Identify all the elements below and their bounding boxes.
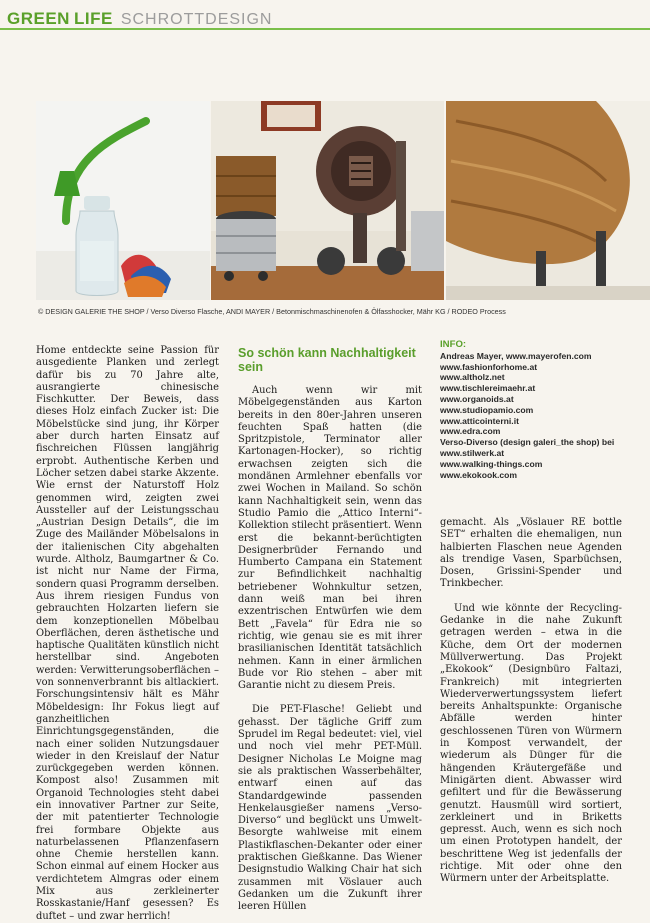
- bottle-with-green-spout-photo: [36, 101, 210, 300]
- info-item: www.altholz.net: [440, 372, 505, 383]
- cement-mixer-stove-and-oil-drum-stool-photo: [211, 101, 444, 300]
- col1-paragraph-1: Home entdeckte seine Passion für ausgediente Planken und zerlegt dafür bis zu 70 Jahre alte, ausrangierte chinesische Fischkutter. Der Beweis, dass dieses Holz einfach Zucker ist: Die Möbelstücke sind jung, ihr Körper aber durch harten Einsatz auf fischreichen Flüssen langjährig erprobt. Authentische Kerben und Löcher setzen dabei starke Akzente. Wie ernst der Naturstoff Holz genommen wird, zeigten zwei Aussteller auf der Leistungsschau „Austrian Design Details“, die im Zuge des Mailänder Möbelsalons in der italienischen City abgehalten wurde. Altholz, Baumgartner & Co. ist nicht nur Name der Firma, sondern quasi Programm derselben. Aus ihrem riesigen Fundus von gebrauchten Holzarten liefern sie dem konzeptionellen Möbelbau Oberflächen, deren ästhetische und haptische Qualitäten künstlich nicht herstellbar sind. Angeboten werden: Verwitterungsoberflächen – von sonnenverbrannt bis altlackiert. Forschungsintensiv hält es Mähr Möbeldesign: Ihr Fokus liegt auf ganzheitlichen Einrichtungsgegenständen, die nach einer soliden Nutzungsdauer wieder in den Kreislauf der Natur zurückgegeben werden können. Kompost also! Zusammen mit Organoid Technologies steht dabei ein innovativer Partner zur Seite, der mit patentierter Technologie frei formbare Objekte aus naturbelassenen Pflanzenfasern ohne Chemie herstellen kann. Schon einmal auf einem Hocker aus verdichtetem Almgras oder einem Mix aus zerkleinerter Rosskastanie/Hanf gesessen? Es duftet – und zwar herrlich!: [36, 345, 219, 922]
- process-material-chair-photo: [446, 101, 650, 300]
- col3-paragraph-1: gemacht. Als „Vöslauer RE bottle SET“ erhalten die ehemaligen, nun halbierten Flaschen neue Agenden als trendige Vasen, Sparbüchsen, Dosen, Grissini-Spender und Trinkbecher.: [440, 517, 622, 590]
- info-item: www.walking-things.com: [440, 458, 543, 469]
- brand-green: GREEN: [7, 9, 70, 28]
- info-item: www.atticointerni.it: [440, 415, 519, 426]
- article-column-3: [440, 517, 622, 886]
- photo-credits: © DESIGN GALERIE THE SHOP / Verso Diverso Flasche, ANDI MAYER / Betonmischmaschinenofen & Ölfasshocker, Mähr KG / RODEO Process: [38, 307, 506, 316]
- section-subheading: So schön kann Nachhaltigkeit sein: [238, 346, 416, 374]
- magazine-header: [7, 3, 272, 29]
- article-column-2: [238, 385, 422, 913]
- info-item: www.studiopamio.com: [440, 404, 534, 415]
- col2-paragraph-2: Die PET-Flasche! Geliebt und gehasst. Der tägliche Griff zum Sprudel im Regal bedeutet: viel, viel und noch viel mehr PET-Müll. Designer Nicholas Le Moigne mag sie als praktischen Wasserbehälter, entwarf einen auf das Standardgewinde passenden Henkelausgießer namens „Verso-Diverso“ und beglückt uns Umwelt-Besorgte wahlweise mit einem Plastikflaschen-Dekanter oder einer praktischen Gießkanne. Das Wiener Designstudio Walking Chair hat sich zusammen mit Vöslauer auch Gedanken um die Zukunft ihrer leeren Hüllen: [238, 704, 422, 913]
- article-column-1: [36, 345, 219, 923]
- col3-paragraph-2: Und wie könnte der Recycling-Gedanke in die nahe Zukunft getragen werden – etwa in die Küche, dem Ort der modernen Müllverwertung. Das Projekt „Ekokook“ (Designbüro Faltazi, Frankreich) mit integrierten Wiederverwertungssystem liefert bereits Anhaltspunkte: Organische Abfälle werden hinter geschlossenen Türen von Würmern in Kompost verwandelt, der wiederum als Dünger für die hängenden Kräutergefäße und Minigärten dient. Abwasser wird gefiltert und für die Bewässerung genutzt. Hausmüll wird sortiert, zerkleinert und in Briketts gepresst. Auch, wenn es sich noch um einen Prototypen handelt, der beschrittene Weg ist jedenfalls der richtige. Mit oder ohne den Würmern unter der Arbeitsplatte.: [440, 602, 622, 885]
- section-title: SCHROTTDESIGN: [120, 11, 273, 28]
- info-item: www.organoids.at: [440, 393, 514, 404]
- info-title: INFO:: [440, 339, 467, 350]
- info-item: www.stilwerk.at: [440, 447, 505, 458]
- info-item: Verso-Diverso (design galeri_the shop) bei: [440, 437, 615, 448]
- header-rule: [0, 28, 650, 30]
- info-box: [440, 340, 640, 480]
- info-item: www.edra.com: [440, 426, 501, 437]
- info-item: Andreas Mayer, www.mayerofen.com: [440, 350, 592, 361]
- col2-paragraph-1: Auch wenn wir mit Möbelgegenständen aus Karton bereits in den 80er-Jahren unseren feuchten Spaß hatten (die Spritzpistole, Terminator aller Kartonagen-Hocker), so richtig erwachsen zeigten sich die mondänen Armlehner ebenfalls vor zwei Wochen in Mailand. So schön kann Nachhaltigkeit sein, wenn das Studio Pamio die „Attico Interni“-Kollektion stilecht präsentiert. Wenn erst die bekannt-berüchtigten Designerbrüder Fernando und Humberto Campana ein Statement zur Befindlichkeit nachhaltig betriebener Wohnkultur setzen, dann weiß man bei ihren exzentrischen Entwürfen wie dem Bett „Favela“ für Edra nie so richtig, wie genau sie es mit ihrer brasilianischen Identität tatsächlich nehmen. Kann in einer ärmlichen Bude vor Rio stehen – aber mit Garantie nicht zu diesem Preis.: [238, 385, 423, 692]
- info-item: www.tischlereimaehr.at: [440, 383, 536, 394]
- brand-life: LIFE: [73, 9, 113, 28]
- info-item: www.ekokook.com: [440, 469, 518, 480]
- info-item: www.fashionforhome.at: [440, 361, 538, 372]
